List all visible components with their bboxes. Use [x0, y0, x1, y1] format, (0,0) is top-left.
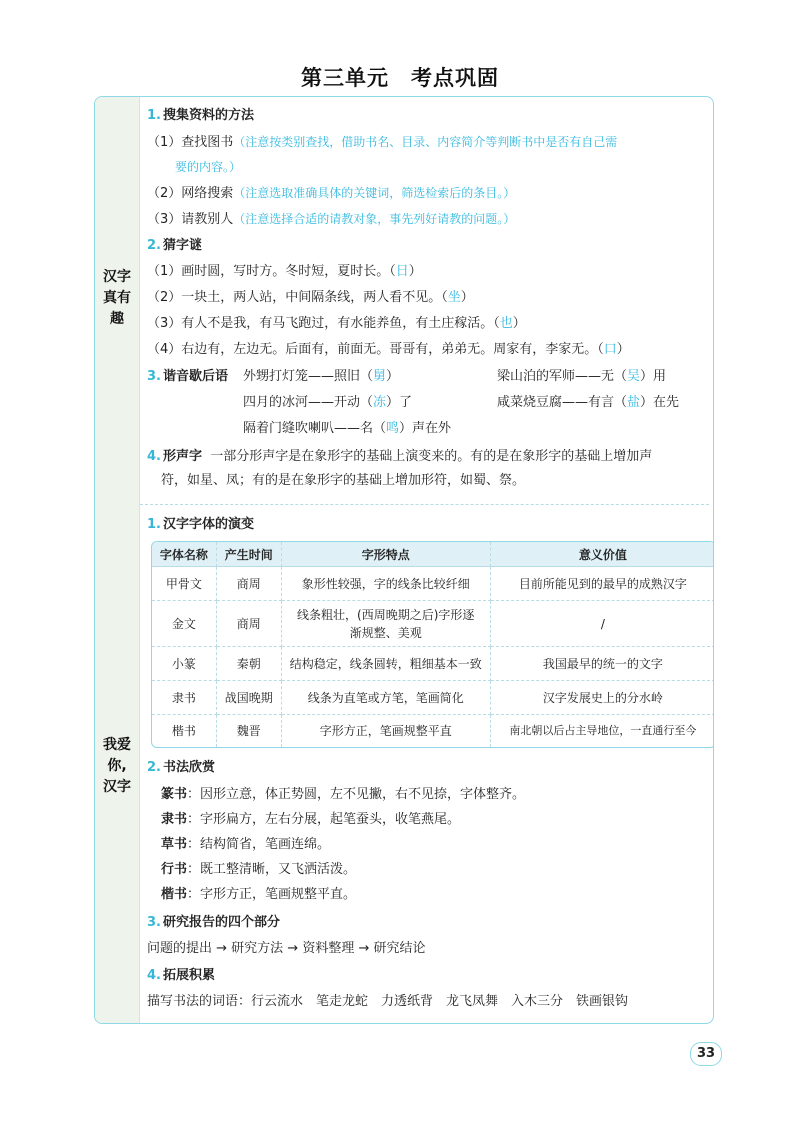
table-cell: 楷书 — [152, 715, 217, 747]
phono-semantic-line-1: 4. 形声字 一部分形声字是在象形字的基础上演变来的。有的是在象形字的基础上增加声 — [147, 449, 653, 464]
method-line-3: （3）请教别人（注意选择合适的请教对象，事先列好请教的问题。） — [147, 212, 516, 227]
section-label-fun-characters: 汉字 真有 趣 — [103, 269, 131, 327]
table-header-row — [152, 542, 714, 567]
heading-calligraphy: 2. 书法欣赏 — [147, 760, 215, 775]
table-cell: 南北朝以后占主导地位，一直通行至今 — [509, 724, 697, 737]
page-title: 第三单元 考点巩固 — [301, 66, 499, 90]
page-number: 33 — [690, 1042, 722, 1066]
riddle-2-answer: 坐 — [447, 290, 461, 305]
method-line-1: （1）查找图书（注意按类别查找，借助书名、目录、内容简介等判断书中是否有自己需 — [147, 135, 618, 150]
content-area — [147, 97, 707, 1023]
table-cell: 目前所能见到的最早的成熟汉字 — [491, 567, 714, 601]
table-cell: 线条粗壮，(西周晚期之后)字形逐 渐规整、美观 — [282, 601, 491, 647]
table-cell: 象形性较强，字的线条比较纤细 — [282, 567, 491, 601]
calligraphy-running: 行书：既工整清晰，又飞洒活泼。 — [161, 862, 357, 877]
riddle-1-answer: 日 — [395, 264, 409, 279]
riddle-4: （4）右边有，左边无。后面有，前面无。哥哥有，弟弟无。周家有，李家无。（口） — [147, 342, 630, 357]
table-cell: 魏晋 — [217, 715, 282, 747]
xiehouyu-4: 咸菜烧豆腐——有言（盐）在先 — [497, 395, 680, 410]
table-cell: 字形方正，笔画规整平直 — [282, 715, 491, 747]
table-cell: 商周 — [217, 601, 282, 647]
table-cell: 结构稳定，线条圆转，粗细基本一致 — [282, 647, 491, 681]
xiehouyu-1: 外甥打灯笼——照旧（舅） — [243, 369, 400, 384]
calligraphy-regular: 楷书：字形方正，笔画规整平直。 — [161, 887, 357, 902]
table-cell: 小篆 — [152, 647, 217, 681]
xiehouyu-5: 隔着门缝吹喇叭——名（鸣）声在外 — [243, 421, 452, 436]
heading-research-methods: 1. 搜集资料的方法 — [147, 108, 254, 123]
table-row — [152, 647, 714, 681]
riddle-3: （3）有人不是我，有马飞跑过，有水能养鱼，有土庄稼活。（也） — [147, 316, 526, 331]
content-frame — [94, 96, 714, 1024]
heading-research-report: 3. 研究报告的四个部分 — [147, 915, 280, 930]
calligraphy-seal: 篆书：因形立意，体正势圆，左不见撇，右不见捺，字体整齐。 — [161, 787, 526, 802]
table-row — [152, 681, 714, 715]
table-cell: 战国晚期 — [217, 681, 282, 715]
table-cell: 线条为直笔或方笔，笔画简化 — [282, 681, 491, 715]
table-cell: 甲骨文 — [152, 567, 217, 601]
section-label-love-characters: 我爱 你, 汉字 — [103, 737, 131, 795]
section-label-column — [95, 97, 140, 1023]
method-line-2: （2）网络搜索（注意选取准确具体的关键词，筛选检索后的条目。） — [147, 186, 516, 201]
script-evolution-table — [151, 541, 714, 748]
table-header: 字体名称 — [152, 542, 217, 567]
calligraphy-clerical: 隶书：字形扁方，左右分展，起笔蚕头，收笔燕尾。 — [161, 812, 461, 827]
table-cell: 汉字发展史上的分水岭 — [491, 681, 714, 715]
table-cell: 金文 — [152, 601, 217, 647]
calligraphy-idioms: 描写书法的词语：行云流水 笔走龙蛇 力透纸背 龙飞凤舞 入木三分 铁画银钩 — [147, 994, 629, 1009]
table-header: 意义价值 — [491, 542, 714, 567]
heading-riddles: 2. 猜字谜 — [147, 238, 202, 253]
table-cell: 秦朝 — [217, 647, 282, 681]
xiehouyu-3: 四月的冰河——开动（冻）了 — [243, 395, 413, 410]
research-report-flow: 问题的提出 → 研究方法 → 资料整理 → 研究结论 — [147, 941, 426, 956]
calligraphy-cursive: 草书：结构简省，笔画连绵。 — [161, 837, 331, 852]
table-cell: 我国最早的统一的文字 — [491, 647, 714, 681]
table-cell: / — [491, 601, 714, 647]
riddle-2: （2）一块土，两人站，中间隔条线，两人看不见。（坐） — [147, 290, 474, 305]
riddle-4-answer: 口 — [603, 342, 617, 357]
table-cell: 商周 — [217, 567, 282, 601]
table-row — [152, 567, 714, 601]
riddle-3-answer: 也 — [499, 316, 513, 331]
phono-semantic-line-2: 符，如星、凤；有的是在象形字的基础上增加形符，如蜀、祭。 — [161, 473, 526, 488]
table-header: 字形特点 — [282, 542, 491, 567]
table-row — [152, 601, 714, 647]
table-cell: 隶书 — [152, 681, 217, 715]
heading-extension: 4. 拓展积累 — [147, 968, 215, 983]
xiehouyu-2: 梁山泊的军师——无（吴）用 — [497, 369, 667, 384]
heading-xiehouyu: 3. 谐音歇后语 — [147, 369, 228, 384]
heading-script-evolution: 1. 汉字字体的演变 — [147, 517, 254, 532]
method-line-1-cont: 要的内容。） — [175, 160, 242, 174]
table-header: 产生时间 — [217, 542, 282, 567]
riddle-1: （1）画时圆，写时方。冬时短，夏时长。（日） — [147, 264, 422, 279]
table-row — [152, 715, 714, 747]
